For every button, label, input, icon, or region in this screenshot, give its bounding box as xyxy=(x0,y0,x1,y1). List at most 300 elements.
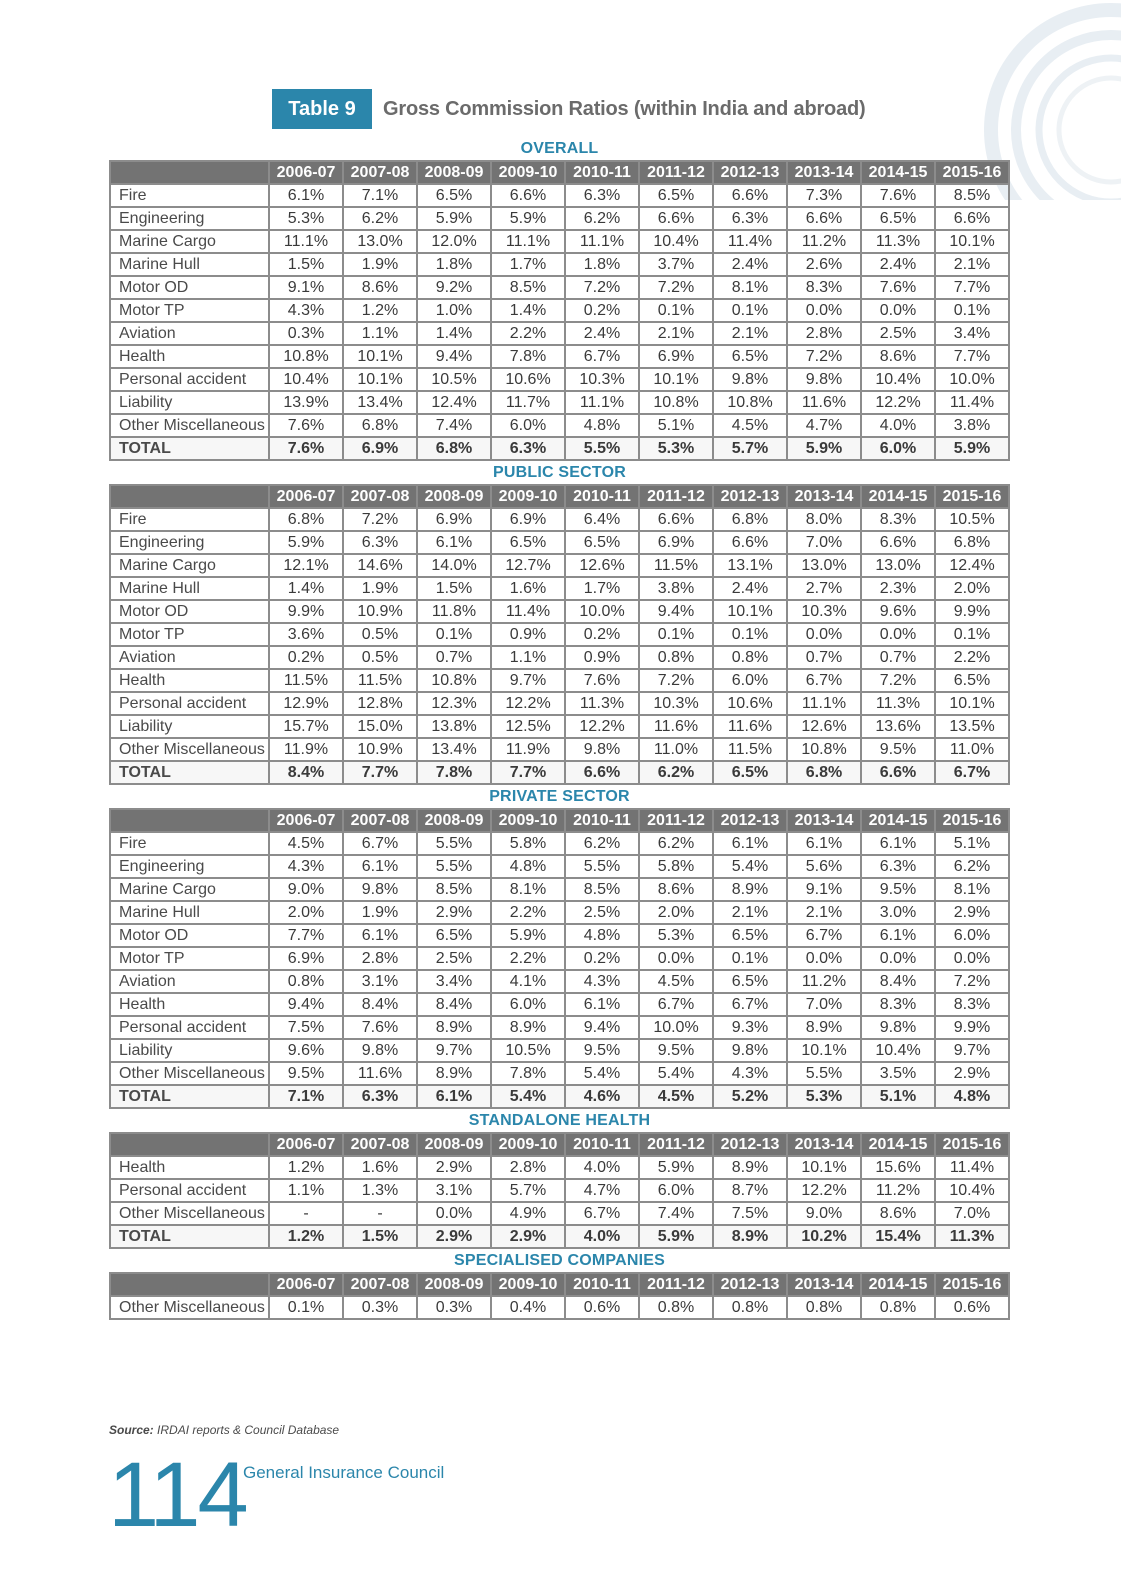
value-cell: 7.6% xyxy=(269,437,343,460)
value-cell: 8.5% xyxy=(565,878,639,901)
value-cell: 10.5% xyxy=(935,508,1009,531)
value-cell: 0.9% xyxy=(565,646,639,669)
row-label: Health xyxy=(110,345,269,368)
value-cell: 8.4% xyxy=(861,970,935,993)
year-header: 2013-14 xyxy=(787,485,861,508)
value-cell: 2.8% xyxy=(787,322,861,345)
value-cell: 5.5% xyxy=(565,855,639,878)
value-cell: 6.2% xyxy=(639,832,713,855)
value-cell: 6.0% xyxy=(861,437,935,460)
value-cell: 2.2% xyxy=(491,901,565,924)
value-cell: 6.1% xyxy=(343,924,417,947)
value-cell: 11.6% xyxy=(713,715,787,738)
value-cell: 10.1% xyxy=(787,1156,861,1179)
page-number: 114 xyxy=(108,1444,246,1546)
value-cell: 0.8% xyxy=(713,1296,787,1319)
value-cell: 0.7% xyxy=(417,646,491,669)
row-label: Personal accident xyxy=(110,692,269,715)
value-cell: 4.5% xyxy=(639,970,713,993)
data-table xyxy=(109,484,1010,785)
value-cell: 6.1% xyxy=(861,832,935,855)
value-cell: 6.8% xyxy=(935,531,1009,554)
value-cell: 12.7% xyxy=(491,554,565,577)
total-row xyxy=(110,437,1009,460)
value-cell: 6.7% xyxy=(787,669,861,692)
year-header: 2006-07 xyxy=(269,161,343,184)
value-cell: 11.5% xyxy=(343,669,417,692)
year-header: 2010-11 xyxy=(565,809,639,832)
year-header: 2010-11 xyxy=(565,1133,639,1156)
row-label: Liability xyxy=(110,715,269,738)
value-cell: 7.4% xyxy=(417,414,491,437)
value-cell: 7.2% xyxy=(861,669,935,692)
value-cell: 6.2% xyxy=(639,761,713,784)
value-cell: 9.7% xyxy=(935,1039,1009,1062)
value-cell: 7.1% xyxy=(343,184,417,207)
value-cell: 10.2% xyxy=(787,1225,861,1248)
table-row xyxy=(110,1296,1009,1319)
value-cell: 2.1% xyxy=(713,322,787,345)
value-cell: 1.7% xyxy=(565,577,639,600)
value-cell: 7.8% xyxy=(491,1062,565,1085)
value-cell: 6.3% xyxy=(491,437,565,460)
value-cell: 0.0% xyxy=(787,299,861,322)
value-cell: 2.1% xyxy=(935,253,1009,276)
table-row xyxy=(110,368,1009,391)
value-cell: 11.1% xyxy=(565,230,639,253)
value-cell: 6.1% xyxy=(787,832,861,855)
value-cell: 2.2% xyxy=(935,646,1009,669)
value-cell: 6.5% xyxy=(713,761,787,784)
year-header: 2006-07 xyxy=(269,485,343,508)
value-cell: 9.4% xyxy=(565,1016,639,1039)
publisher-name: General Insurance Council xyxy=(243,1463,445,1482)
value-cell: 6.8% xyxy=(269,508,343,531)
value-cell: 7.0% xyxy=(935,1202,1009,1225)
value-cell: 5.4% xyxy=(491,1085,565,1108)
year-header: 2012-13 xyxy=(713,161,787,184)
value-cell: 8.5% xyxy=(491,276,565,299)
table-row xyxy=(110,970,1009,993)
data-table xyxy=(109,808,1010,1109)
value-cell: 8.6% xyxy=(639,878,713,901)
value-cell: 2.9% xyxy=(935,901,1009,924)
year-header: 2011-12 xyxy=(639,161,713,184)
value-cell: 5.3% xyxy=(787,1085,861,1108)
value-cell: 5.9% xyxy=(491,207,565,230)
value-cell: 6.7% xyxy=(343,832,417,855)
value-cell: 8.5% xyxy=(417,878,491,901)
table-row xyxy=(110,299,1009,322)
value-cell: 7.5% xyxy=(713,1202,787,1225)
tables-container xyxy=(109,137,1010,1320)
value-cell: 1.5% xyxy=(269,253,343,276)
value-cell: 6.7% xyxy=(565,1202,639,1225)
value-cell: 6.6% xyxy=(861,761,935,784)
year-header: 2015-16 xyxy=(935,1133,1009,1156)
value-cell: 2.9% xyxy=(417,901,491,924)
value-cell: 5.9% xyxy=(269,531,343,554)
value-cell: 13.5% xyxy=(935,715,1009,738)
value-cell: 8.4% xyxy=(417,993,491,1016)
value-cell: 9.8% xyxy=(343,878,417,901)
value-cell: 5.6% xyxy=(787,855,861,878)
table-row xyxy=(110,1016,1009,1039)
value-cell: 6.2% xyxy=(565,207,639,230)
value-cell: 13.6% xyxy=(861,715,935,738)
table-row xyxy=(110,901,1009,924)
value-cell: 5.5% xyxy=(787,1062,861,1085)
year-header: 2012-13 xyxy=(713,1133,787,1156)
value-cell: 12.2% xyxy=(787,1179,861,1202)
value-cell: 6.6% xyxy=(491,184,565,207)
value-cell: 10.6% xyxy=(713,692,787,715)
value-cell: 7.7% xyxy=(935,345,1009,368)
data-table xyxy=(109,1272,1010,1320)
value-cell: 11.0% xyxy=(935,738,1009,761)
year-header: 2014-15 xyxy=(861,485,935,508)
value-cell: 13.1% xyxy=(713,554,787,577)
value-cell: 7.2% xyxy=(639,276,713,299)
value-cell: 0.5% xyxy=(343,623,417,646)
value-cell: 6.9% xyxy=(417,508,491,531)
value-cell: 7.1% xyxy=(269,1085,343,1108)
value-cell: 10.3% xyxy=(787,600,861,623)
year-header: 2010-11 xyxy=(565,1273,639,1296)
value-cell: 13.0% xyxy=(861,554,935,577)
row-label: Aviation xyxy=(110,646,269,669)
value-cell: 12.6% xyxy=(787,715,861,738)
value-cell: 11.3% xyxy=(861,692,935,715)
total-row xyxy=(110,761,1009,784)
value-cell: 6.0% xyxy=(491,993,565,1016)
value-cell: 13.8% xyxy=(417,715,491,738)
value-cell: 1.1% xyxy=(269,1179,343,1202)
value-cell: 0.8% xyxy=(787,1296,861,1319)
value-cell: 15.0% xyxy=(343,715,417,738)
table-row xyxy=(110,1062,1009,1085)
value-cell: 10.0% xyxy=(935,368,1009,391)
value-cell: 0.6% xyxy=(565,1296,639,1319)
value-cell: 7.0% xyxy=(787,993,861,1016)
value-cell: 6.9% xyxy=(343,437,417,460)
header-blank-cell xyxy=(110,1133,269,1156)
value-cell: 1.9% xyxy=(343,253,417,276)
value-cell: 0.1% xyxy=(935,299,1009,322)
year-header: 2012-13 xyxy=(713,809,787,832)
value-cell: 9.8% xyxy=(343,1039,417,1062)
value-cell: 0.5% xyxy=(343,646,417,669)
value-cell: 0.2% xyxy=(565,947,639,970)
value-cell: 4.7% xyxy=(787,414,861,437)
value-cell: 12.4% xyxy=(417,391,491,414)
value-cell: 6.5% xyxy=(565,531,639,554)
table-row xyxy=(110,230,1009,253)
value-cell: 9.9% xyxy=(269,600,343,623)
table-row xyxy=(110,207,1009,230)
value-cell: 11.4% xyxy=(935,1156,1009,1179)
value-cell: 1.5% xyxy=(343,1225,417,1248)
table-row xyxy=(110,832,1009,855)
year-header: 2015-16 xyxy=(935,1273,1009,1296)
value-cell: 5.9% xyxy=(417,207,491,230)
table-row xyxy=(110,391,1009,414)
value-cell: 14.0% xyxy=(417,554,491,577)
value-cell: 10.0% xyxy=(639,1016,713,1039)
value-cell: 0.8% xyxy=(861,1296,935,1319)
value-cell: 6.6% xyxy=(565,761,639,784)
value-cell: 5.8% xyxy=(491,832,565,855)
value-cell: 7.0% xyxy=(787,531,861,554)
year-header: 2009-10 xyxy=(491,1273,565,1296)
section-title: OVERALL xyxy=(520,140,599,157)
value-cell: 4.3% xyxy=(269,855,343,878)
year-header: 2011-12 xyxy=(639,1133,713,1156)
value-cell: 0.0% xyxy=(935,947,1009,970)
value-cell: 1.6% xyxy=(491,577,565,600)
value-cell: 3.4% xyxy=(935,322,1009,345)
value-cell: 0.8% xyxy=(713,646,787,669)
value-cell: 4.0% xyxy=(861,414,935,437)
row-label: Other Miscellaneous xyxy=(110,1296,269,1319)
value-cell: 5.8% xyxy=(639,855,713,878)
value-cell: 10.4% xyxy=(269,368,343,391)
value-cell: 8.6% xyxy=(343,276,417,299)
value-cell: 8.1% xyxy=(713,276,787,299)
value-cell: 6.3% xyxy=(343,1085,417,1108)
value-cell: 9.0% xyxy=(787,1202,861,1225)
value-cell: 7.7% xyxy=(935,276,1009,299)
value-cell: 0.3% xyxy=(269,322,343,345)
value-cell: 6.8% xyxy=(787,761,861,784)
value-cell: 7.2% xyxy=(639,669,713,692)
value-cell: 9.5% xyxy=(639,1039,713,1062)
year-header: 2007-08 xyxy=(343,485,417,508)
row-label: Other Miscellaneous xyxy=(110,1062,269,1085)
value-cell: 9.7% xyxy=(491,669,565,692)
value-cell: 6.5% xyxy=(491,531,565,554)
row-label: Motor TP xyxy=(110,947,269,970)
value-cell: 11.3% xyxy=(935,1225,1009,1248)
table-row xyxy=(110,692,1009,715)
value-cell: 12.3% xyxy=(417,692,491,715)
value-cell: 13.4% xyxy=(343,391,417,414)
table-row xyxy=(110,276,1009,299)
value-cell: 10.6% xyxy=(491,368,565,391)
value-cell: 9.6% xyxy=(269,1039,343,1062)
table-row xyxy=(110,715,1009,738)
value-cell: 6.3% xyxy=(861,855,935,878)
value-cell: 0.8% xyxy=(639,1296,713,1319)
value-cell: 1.0% xyxy=(417,299,491,322)
value-cell: 12.8% xyxy=(343,692,417,715)
value-cell: 2.8% xyxy=(491,1156,565,1179)
value-cell: 10.1% xyxy=(787,1039,861,1062)
value-cell: 8.1% xyxy=(491,878,565,901)
value-cell: 5.7% xyxy=(491,1179,565,1202)
value-cell: 6.5% xyxy=(417,184,491,207)
value-cell: 3.6% xyxy=(269,623,343,646)
header-row xyxy=(110,1133,1009,1156)
value-cell: 0.2% xyxy=(269,646,343,669)
value-cell: 1.8% xyxy=(565,253,639,276)
value-cell: 10.5% xyxy=(417,368,491,391)
row-label: Motor OD xyxy=(110,924,269,947)
year-header: 2008-09 xyxy=(417,1273,491,1296)
value-cell: 9.3% xyxy=(713,1016,787,1039)
value-cell: 6.2% xyxy=(343,207,417,230)
value-cell: 12.1% xyxy=(269,554,343,577)
row-label: TOTAL xyxy=(110,761,269,784)
value-cell: 5.1% xyxy=(639,414,713,437)
year-header: 2011-12 xyxy=(639,809,713,832)
row-label: Other Miscellaneous xyxy=(110,414,269,437)
value-cell: 0.1% xyxy=(417,623,491,646)
value-cell: 9.8% xyxy=(713,368,787,391)
value-cell: 6.0% xyxy=(713,669,787,692)
value-cell: 4.7% xyxy=(565,1179,639,1202)
value-cell: 5.9% xyxy=(491,924,565,947)
year-header: 2007-08 xyxy=(343,809,417,832)
year-header: 2008-09 xyxy=(417,1133,491,1156)
header-row xyxy=(110,161,1009,184)
value-cell: 2.5% xyxy=(861,322,935,345)
value-cell: 10.8% xyxy=(639,391,713,414)
value-cell: 11.6% xyxy=(787,391,861,414)
value-cell: 0.1% xyxy=(639,623,713,646)
value-cell: 10.1% xyxy=(935,692,1009,715)
value-cell: 2.1% xyxy=(713,901,787,924)
source-text: IRDAI reports & Council Database xyxy=(153,1423,340,1437)
value-cell: 9.0% xyxy=(269,878,343,901)
value-cell: 12.2% xyxy=(565,715,639,738)
value-cell: 9.4% xyxy=(269,993,343,1016)
year-header: 2011-12 xyxy=(639,1273,713,1296)
row-label: Engineering xyxy=(110,531,269,554)
value-cell: 8.3% xyxy=(861,993,935,1016)
value-cell: 6.7% xyxy=(713,993,787,1016)
value-cell: 9.5% xyxy=(565,1039,639,1062)
table-row xyxy=(110,924,1009,947)
value-cell: 10.4% xyxy=(935,1179,1009,1202)
value-cell: 1.4% xyxy=(491,299,565,322)
value-cell: 9.8% xyxy=(787,368,861,391)
value-cell: 5.1% xyxy=(935,832,1009,855)
value-cell: 15.7% xyxy=(269,715,343,738)
table-row xyxy=(110,669,1009,692)
row-label: Motor TP xyxy=(110,299,269,322)
table-row xyxy=(110,878,1009,901)
value-cell: 11.0% xyxy=(639,738,713,761)
value-cell: 9.1% xyxy=(787,878,861,901)
value-cell: 4.5% xyxy=(713,414,787,437)
value-cell: 6.1% xyxy=(269,184,343,207)
value-cell: 10.1% xyxy=(713,600,787,623)
value-cell: 6.5% xyxy=(713,970,787,993)
row-label: TOTAL xyxy=(110,1085,269,1108)
year-header: 2015-16 xyxy=(935,161,1009,184)
row-label: Marine Cargo xyxy=(110,230,269,253)
value-cell: 6.8% xyxy=(417,437,491,460)
value-cell: 10.9% xyxy=(343,600,417,623)
year-header: 2008-09 xyxy=(417,485,491,508)
value-cell: 8.3% xyxy=(861,508,935,531)
value-cell: 10.1% xyxy=(935,230,1009,253)
value-cell: 2.3% xyxy=(861,577,935,600)
year-header: 2006-07 xyxy=(269,809,343,832)
table-row xyxy=(110,993,1009,1016)
value-cell: 5.5% xyxy=(417,832,491,855)
row-label: Marine Cargo xyxy=(110,878,269,901)
value-cell: 2.5% xyxy=(417,947,491,970)
value-cell: 12.5% xyxy=(491,715,565,738)
value-cell: 4.0% xyxy=(565,1225,639,1248)
value-cell: 3.1% xyxy=(417,1179,491,1202)
value-cell: 11.3% xyxy=(565,692,639,715)
value-cell: 10.1% xyxy=(343,368,417,391)
value-cell: 6.2% xyxy=(565,832,639,855)
value-cell: 3.8% xyxy=(935,414,1009,437)
value-cell: 8.4% xyxy=(343,993,417,1016)
value-cell: 7.2% xyxy=(787,345,861,368)
value-cell: 6.2% xyxy=(935,855,1009,878)
value-cell: 13.0% xyxy=(343,230,417,253)
value-cell: 9.6% xyxy=(861,600,935,623)
value-cell: 6.6% xyxy=(713,531,787,554)
row-label: Aviation xyxy=(110,970,269,993)
table-row xyxy=(110,1202,1009,1225)
value-cell: 9.9% xyxy=(935,600,1009,623)
value-cell: 4.3% xyxy=(713,1062,787,1085)
value-cell: 0.0% xyxy=(861,947,935,970)
value-cell: 2.9% xyxy=(491,1225,565,1248)
year-header: 2007-08 xyxy=(343,161,417,184)
table-row xyxy=(110,508,1009,531)
value-cell: 13.0% xyxy=(787,554,861,577)
value-cell: 8.3% xyxy=(935,993,1009,1016)
value-cell: 9.8% xyxy=(565,738,639,761)
value-cell: 12.9% xyxy=(269,692,343,715)
value-cell: 1.1% xyxy=(343,322,417,345)
value-cell: 12.2% xyxy=(491,692,565,715)
value-cell: 8.0% xyxy=(787,508,861,531)
total-row xyxy=(110,1085,1009,1108)
year-header: 2014-15 xyxy=(861,1133,935,1156)
table-row xyxy=(110,1179,1009,1202)
value-cell: 6.8% xyxy=(713,508,787,531)
value-cell: 5.5% xyxy=(565,437,639,460)
value-cell: 3.0% xyxy=(861,901,935,924)
value-cell: 8.9% xyxy=(417,1062,491,1085)
value-cell: 6.4% xyxy=(565,508,639,531)
value-cell: 6.5% xyxy=(639,184,713,207)
value-cell: 10.8% xyxy=(269,345,343,368)
value-cell: 6.0% xyxy=(935,924,1009,947)
value-cell: 1.1% xyxy=(491,646,565,669)
value-cell: 1.9% xyxy=(343,577,417,600)
value-cell: 0.1% xyxy=(639,299,713,322)
value-cell: 0.3% xyxy=(417,1296,491,1319)
value-cell: 6.3% xyxy=(343,531,417,554)
value-cell: 2.4% xyxy=(713,577,787,600)
value-cell: 6.6% xyxy=(787,207,861,230)
value-cell: 10.3% xyxy=(565,368,639,391)
value-cell: 1.2% xyxy=(269,1156,343,1179)
row-label: Motor OD xyxy=(110,276,269,299)
value-cell: 7.8% xyxy=(417,761,491,784)
value-cell: 9.9% xyxy=(935,1016,1009,1039)
value-cell: 11.4% xyxy=(713,230,787,253)
